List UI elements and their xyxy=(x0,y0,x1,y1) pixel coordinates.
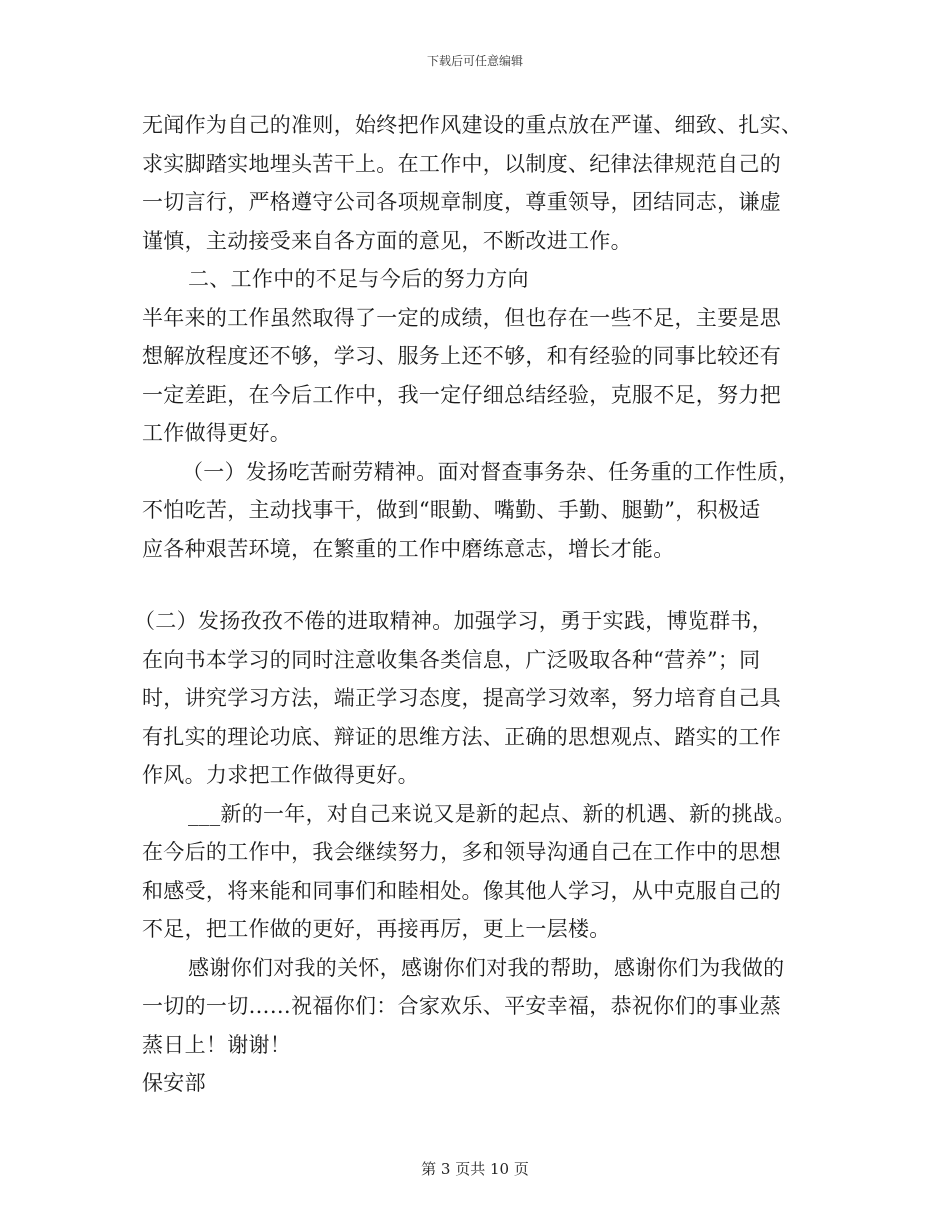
text-line: 时，讲究学习方法，端正学习态度，提高学习效率，努力培育自己具 xyxy=(142,686,781,710)
text-line: 保安部 xyxy=(142,1071,206,1095)
document-body xyxy=(134,106,810,1103)
text-line: 一定差距，在今后工作中，我一定仔细总结经验，克服不足，努力把 xyxy=(142,382,781,407)
text-line: （二）发扬孜孜不倦的进取精神。加强学习，勇于实践，博览群书， xyxy=(134,609,773,633)
text-line: 想解放程度还不够，学习、服务上还不够，和有经验的同事比较还有 xyxy=(142,344,781,368)
text-line: 工作做得更好。 xyxy=(142,421,292,445)
text-line: （一）发扬吃苦耐劳精神。面对督查事务杂、任务重的工作性质， xyxy=(182,459,800,484)
text-line: 应各种艰苦环境，在繁重的工作中磨练意志，增长才能。 xyxy=(142,536,675,561)
text-line: 作风。力求把工作做得更好。 xyxy=(142,763,419,787)
text-line: 二、工作中的不足与今后的努力方向 xyxy=(188,267,529,291)
text-line: 有扎实的理论功底、辩证的思维方法、正确的思想观点、踏实的工作 xyxy=(142,724,781,749)
text-line: 感谢你们对我的关怀，感谢你们对我的帮助，感谢你们为我做的 xyxy=(188,955,785,980)
text-line: 一切言行，严格遵守公司各项规章制度，尊重领导，团结同志，谦虚 xyxy=(142,190,781,214)
paragraph-gap xyxy=(142,568,810,602)
text-line: 半年来的工作虽然取得了一定的成绩，但也存在一些不足，主要是思 xyxy=(142,305,781,330)
text-line: 和感受，将来能和同事们和睦相处。像其他人学习，从中克服自己的 xyxy=(142,878,781,903)
text-line: 在今后的工作中，我会继续努力，多和领导沟通自己在工作中的思想 xyxy=(142,840,781,864)
text-line: 求实脚踏实地埋头苦干上。在工作中，以制度、纪律法律规范自己的 xyxy=(142,151,781,176)
text-line: 谨慎，主动接受来自各方面的意见，不断改进工作。 xyxy=(142,228,632,253)
text-line: 不怕吃苦，主动找事干，做到“眼勤、嘴勤、手勤、腿勤”，积极适 xyxy=(142,498,761,522)
text-line: 一切的一切……祝福你们：合家欢乐、平安幸福，恭祝你们的事业蒸 xyxy=(142,994,781,1018)
text-line: 蒸日上！谢谢！ xyxy=(142,1032,292,1057)
text-line: ___新的一年，对自己来说又是新的起点、新的机遇、新的挑战。 xyxy=(188,801,796,826)
text-line: 在向书本学习的同时注意收集各类信息，广泛吸取各种“营养”；同 xyxy=(142,647,761,672)
text-line: 无闻作为自己的准则，始终把作风建设的重点放在严谨、细致、扎实、 xyxy=(142,113,803,137)
page-header: 下载后可任意编辑 xyxy=(426,54,523,68)
page-footer: 第 3 页共 10 页 xyxy=(421,1160,529,1178)
text-line: 不足，把工作做的更好，再接再厉，更上一层楼。 xyxy=(142,917,611,941)
